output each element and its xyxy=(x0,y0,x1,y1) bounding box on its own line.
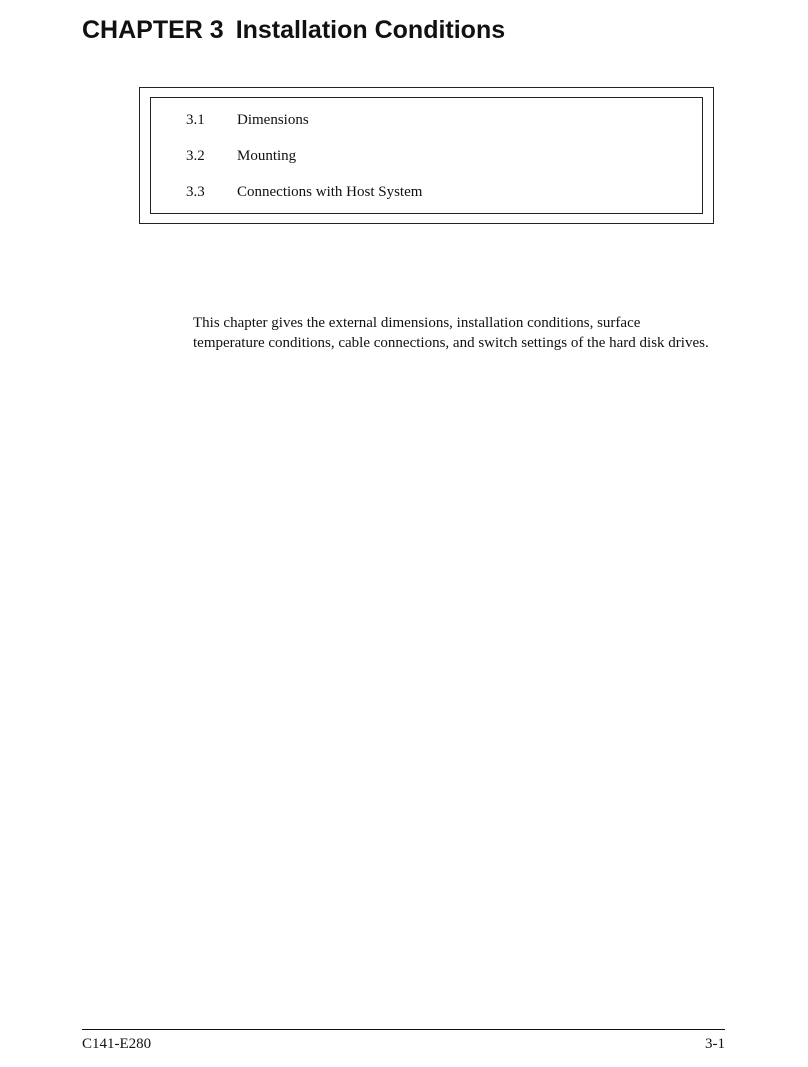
intro-paragraph: This chapter gives the external dimensions, installation conditions, surface temperature conditions, cable connections, and switch settings of the hard disk drives. xyxy=(193,315,709,351)
toc-item-title: Dimensions xyxy=(237,112,309,128)
chapter-heading xyxy=(82,12,505,48)
toc-item-title: Mounting xyxy=(237,148,297,164)
footer-page-number: 3-1 xyxy=(705,1036,725,1052)
toc-item[interactable] xyxy=(186,146,296,166)
chapter-title: Installation Conditions xyxy=(235,16,506,44)
footer-doc-id: C141-E280 xyxy=(82,1036,152,1052)
chapter-label: CHAPTER 3 xyxy=(82,16,224,44)
toc-item[interactable] xyxy=(186,182,422,202)
toc-item-number: 3.3 xyxy=(186,184,205,200)
footer-rule xyxy=(82,1029,725,1030)
toc-item-number: 3.1 xyxy=(186,112,205,128)
toc-item[interactable] xyxy=(186,110,309,130)
chapter-contents-box xyxy=(139,87,714,224)
toc-item-title: Connections with Host System xyxy=(237,184,423,200)
toc-item-number: 3.2 xyxy=(186,148,205,164)
